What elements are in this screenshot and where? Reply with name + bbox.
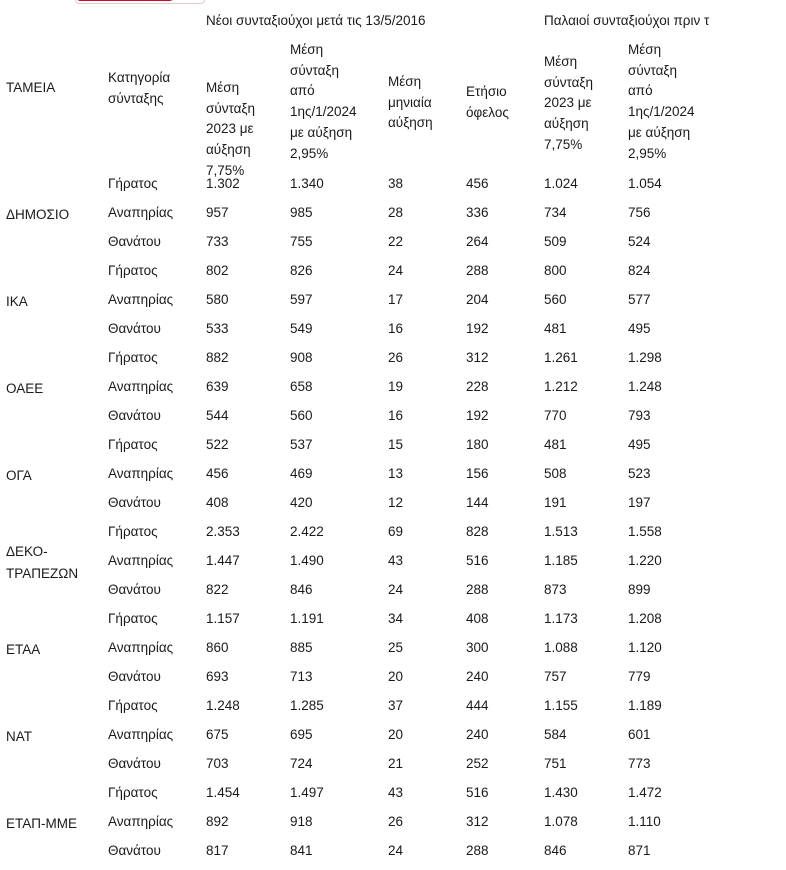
table-row [0, 551, 786, 580]
cell-ben: 312 [466, 814, 489, 829]
cell-n23: 802 [206, 263, 229, 278]
cell-ben: 288 [466, 582, 489, 597]
fund-name-line: ΟΓΑ [6, 467, 32, 483]
col-header-category [108, 68, 170, 109]
cell-cat: Γήρατος [108, 785, 158, 800]
cell-o24: 779 [628, 669, 651, 684]
cell-o24: 524 [628, 234, 651, 249]
cell-n24: 2.422 [290, 524, 324, 539]
cell-inc: 43 [388, 553, 404, 568]
cell-inc: 15 [388, 437, 404, 452]
cell-o24: 577 [628, 292, 651, 307]
cell-o23: 1.261 [544, 350, 578, 365]
col-header-line: Μέση [206, 80, 240, 95]
cell-o24: 601 [628, 727, 651, 742]
cell-o23: 1.078 [544, 814, 578, 829]
table-row [0, 464, 786, 493]
cell-n24: 1.497 [290, 785, 324, 800]
cell-o23: 191 [544, 495, 567, 510]
cell-n23: 533 [206, 321, 229, 336]
col-header-fund: ΤΑΜΕΙΑ [6, 80, 56, 95]
cell-inc: 38 [388, 176, 404, 191]
cell-o24: 1.054 [628, 176, 662, 191]
cell-o24: 1.110 [628, 814, 661, 829]
cell-n24: 597 [290, 292, 313, 307]
cell-inc: 13 [388, 466, 404, 481]
fund-name-line: ΤΡΑΠΕΖΩΝ [6, 565, 79, 581]
cell-inc: 22 [388, 234, 404, 249]
col-header-line: με αύξηση [628, 124, 691, 140]
cell-o23: 1.024 [544, 176, 578, 191]
cell-cat: Γήρατος [108, 698, 158, 713]
cell-inc: 25 [388, 640, 404, 655]
cell-o23: 1.212 [544, 379, 578, 394]
cell-inc: 37 [388, 698, 404, 713]
col-header-annual-benefit [466, 82, 509, 123]
cell-cat: Θανάτου [108, 756, 161, 771]
cell-n24: 908 [290, 350, 313, 365]
cell-n24: 841 [290, 843, 313, 858]
cell-o24: 899 [628, 582, 651, 597]
cell-cat: Θανάτου [108, 234, 161, 249]
cell-ben: 240 [466, 727, 489, 742]
cell-inc: 28 [388, 205, 404, 220]
col-header-monthly-increase [388, 72, 433, 134]
cell-o24: 1.558 [628, 524, 662, 539]
cell-o24: 1.189 [628, 698, 662, 713]
cell-o24: 793 [628, 408, 651, 423]
cell-o23: 734 [544, 205, 567, 220]
cell-n24: 826 [290, 263, 313, 278]
table-row [0, 174, 786, 203]
cell-o23: 1.088 [544, 640, 578, 655]
cell-cat: Θανάτου [108, 495, 161, 510]
col-header-line: αύξηση [544, 116, 589, 132]
cell-n24: 537 [290, 437, 313, 452]
cell-n24: 1.191 [290, 611, 324, 626]
table-row [0, 667, 786, 696]
cell-ben: 204 [466, 292, 489, 307]
table-row [0, 725, 786, 754]
cell-n23: 957 [206, 205, 229, 220]
table-row [0, 232, 786, 261]
col-header-line: Ετήσιο [466, 84, 507, 99]
cell-cat: Αναπηρίας [108, 814, 174, 829]
cell-cat: Αναπηρίας [108, 379, 174, 394]
col-header-line: σύνταξη [206, 100, 255, 116]
col-header-line: Μέση [388, 74, 422, 89]
col-header-line: Κατηγορία [108, 70, 171, 85]
cell-n24: 1.490 [290, 553, 324, 568]
col-header-line: 2,95% [628, 145, 667, 161]
cell-n24: 713 [290, 669, 313, 684]
cell-cat: Θανάτου [108, 321, 161, 336]
cell-o24: 1.220 [628, 553, 662, 568]
table-row [0, 406, 786, 435]
cell-cat: Αναπηρίας [108, 292, 174, 307]
cell-inc: 26 [388, 814, 404, 829]
cell-ben: 252 [466, 756, 489, 771]
cell-n23: 580 [206, 292, 229, 307]
cell-n24: 885 [290, 640, 313, 655]
col-header-line: 2023 με [544, 95, 592, 111]
cell-o23: 846 [544, 843, 567, 858]
top-button-fill [77, 0, 173, 1]
cell-n23: 1.447 [206, 553, 240, 568]
table-row [0, 348, 786, 377]
col-header-line: μηνιαία [388, 94, 432, 110]
table-row [0, 522, 786, 551]
table-row [0, 290, 786, 319]
cell-inc: 17 [388, 292, 404, 307]
cell-ben: 192 [466, 408, 489, 423]
cell-n24: 846 [290, 582, 313, 597]
cell-n24: 420 [290, 495, 313, 510]
col-header-line: αύξηση [388, 115, 433, 131]
cell-o23: 1.185 [544, 553, 578, 568]
cell-o23: 481 [544, 437, 567, 452]
table-row [0, 696, 786, 725]
table-row [0, 377, 786, 406]
col-header-line: από [628, 83, 653, 99]
table-row [0, 783, 786, 812]
cell-n24: 560 [290, 408, 313, 423]
cell-o23: 508 [544, 466, 567, 481]
cell-cat: Αναπηρίας [108, 640, 174, 655]
cell-cat: Θανάτου [108, 843, 161, 858]
cell-n24: 695 [290, 727, 313, 742]
cell-o24: 773 [628, 756, 651, 771]
cell-inc: 20 [388, 669, 404, 684]
cell-inc: 24 [388, 582, 404, 597]
cell-inc: 26 [388, 350, 404, 365]
cell-inc: 16 [388, 408, 404, 423]
cell-n23: 522 [206, 437, 229, 452]
cell-o23: 770 [544, 408, 567, 423]
cell-n23: 882 [206, 350, 229, 365]
cell-ben: 156 [466, 466, 489, 481]
col-header-line: σύνταξη [544, 74, 593, 90]
cell-ben: 828 [466, 524, 489, 539]
cell-n23: 544 [206, 408, 229, 423]
cell-ben: 300 [466, 640, 489, 655]
cell-n24: 918 [290, 814, 313, 829]
group-header-new: Νέοι συνταξιούχοι μετά τις 13/5/2016 [206, 13, 426, 28]
cell-ben: 444 [466, 698, 489, 713]
cell-n23: 408 [206, 495, 229, 510]
cell-o23: 560 [544, 292, 567, 307]
table-row [0, 319, 786, 348]
cell-n24: 469 [290, 466, 313, 481]
cell-n24: 658 [290, 379, 313, 394]
cell-n23: 675 [206, 727, 229, 742]
cell-n23: 1.157 [206, 611, 240, 626]
cell-n23: 2.353 [206, 524, 240, 539]
cell-ben: 408 [466, 611, 489, 626]
cell-cat: Αναπηρίας [108, 205, 174, 220]
fund-name-line: ΝΑΤ [6, 728, 32, 744]
cell-o23: 1.173 [544, 611, 578, 626]
cell-ben: 516 [466, 553, 489, 568]
col-header-old-2024 [628, 40, 695, 164]
cell-n24: 549 [290, 321, 313, 336]
col-header-line: με αύξηση [290, 124, 353, 140]
table-row [0, 841, 786, 870]
cell-cat: Γήρατος [108, 437, 158, 452]
table-row [0, 493, 786, 522]
cell-o23: 1.513 [544, 524, 578, 539]
cell-ben: 264 [466, 234, 489, 249]
cell-o24: 1.298 [628, 350, 662, 365]
cell-cat: Γήρατος [108, 611, 158, 626]
col-header-line: 1ης/1/2024 [628, 104, 695, 120]
fund-name-line: ΟΑΕΕ [6, 380, 44, 396]
cell-o24: 824 [628, 263, 651, 278]
cell-cat: Γήρατος [108, 350, 158, 365]
col-header-new-2024 [290, 40, 357, 164]
cell-inc: 34 [388, 611, 404, 626]
fund-name-line: ΕΤΑΑ [6, 641, 41, 657]
cell-inc: 20 [388, 727, 404, 742]
cell-o24: 1.248 [628, 379, 662, 394]
cell-ben: 192 [466, 321, 489, 336]
table-row [0, 203, 786, 232]
cell-o23: 751 [544, 756, 567, 771]
col-header-new-2023 [206, 78, 255, 182]
cell-n23: 703 [206, 756, 229, 771]
cell-o23: 481 [544, 321, 567, 336]
cell-n23: 817 [206, 843, 229, 858]
table-row [0, 609, 786, 638]
cell-o23: 800 [544, 263, 567, 278]
cell-o24: 1.472 [628, 785, 662, 800]
cell-n24: 1.285 [290, 698, 324, 713]
cell-o23: 873 [544, 582, 567, 597]
cell-o24: 495 [628, 321, 651, 336]
cell-o24: 523 [628, 466, 651, 481]
col-header-line: Μέση [628, 42, 662, 57]
cell-ben: 516 [466, 785, 489, 800]
cell-o23: 1.155 [544, 698, 578, 713]
cell-ben: 144 [466, 495, 489, 510]
table-row [0, 754, 786, 783]
cell-inc: 69 [388, 524, 404, 539]
col-header-line: 2023 με [206, 121, 254, 137]
cell-ben: 180 [466, 437, 489, 452]
col-header-old-2023 [544, 52, 593, 156]
cell-n24: 755 [290, 234, 313, 249]
cell-cat: Θανάτου [108, 582, 161, 597]
cell-n23: 456 [206, 466, 229, 481]
col-header-line: Μέση [290, 42, 324, 57]
col-header-line: σύνταξη [290, 62, 339, 78]
col-header-line: όφελος [466, 104, 509, 120]
fund-name-line: ΙΚΑ [6, 293, 28, 309]
table-row [0, 261, 786, 290]
cell-ben: 288 [466, 263, 489, 278]
cell-ben: 456 [466, 176, 489, 191]
cell-cat: Θανάτου [108, 408, 161, 423]
col-header-line: σύνταξης [108, 90, 164, 106]
cell-o24: 197 [628, 495, 651, 510]
cell-ben: 228 [466, 379, 489, 394]
top-button-partial[interactable] [75, 0, 205, 4]
cell-n24: 985 [290, 205, 313, 220]
cell-o23: 757 [544, 669, 567, 684]
cell-n23: 639 [206, 379, 229, 394]
cell-inc: 16 [388, 321, 404, 336]
cell-cat: Θανάτου [108, 669, 161, 684]
cell-n23: 1.302 [206, 176, 240, 191]
cell-o24: 495 [628, 437, 651, 452]
col-header-line: 1ης/1/2024 [290, 104, 357, 120]
cell-n23: 1.248 [206, 698, 240, 713]
table-row [0, 812, 786, 841]
cell-cat: Γήρατος [108, 524, 158, 539]
cell-inc: 24 [388, 843, 404, 858]
cell-cat: Αναπηρίας [108, 727, 174, 742]
cell-n24: 724 [290, 756, 313, 771]
cell-cat: Αναπηρίας [108, 553, 174, 568]
cell-o23: 509 [544, 234, 567, 249]
cell-inc: 12 [388, 495, 404, 510]
col-header-line: 7,75% [544, 136, 583, 152]
cell-o23: 1.430 [544, 785, 578, 800]
col-header-line: Μέση [544, 54, 578, 69]
fund-name-line: ΔΗΜΟΣΙΟ [6, 206, 70, 222]
cell-ben: 240 [466, 669, 489, 684]
col-header-line: σύνταξη [628, 62, 677, 78]
cell-n23: 733 [206, 234, 229, 249]
cell-inc: 24 [388, 263, 404, 278]
cell-cat: Γήρατος [108, 176, 158, 191]
fund-name-line: ΕΤΑΠ-ΜΜΕ [6, 815, 77, 831]
cell-cat: Αναπηρίας [108, 466, 174, 481]
cell-n23: 822 [206, 582, 229, 597]
cell-n23: 1.454 [206, 785, 240, 800]
fund-name-line: ΔΕΚΟ- [6, 543, 48, 559]
cell-o24: 1.208 [628, 611, 662, 626]
cell-n23: 693 [206, 669, 229, 684]
table-row [0, 638, 786, 667]
cell-ben: 288 [466, 843, 489, 858]
cell-o24: 871 [628, 843, 651, 858]
cell-n24: 1.340 [290, 176, 324, 191]
cell-ben: 312 [466, 350, 489, 365]
col-header-line: 7,75% [206, 162, 245, 178]
cell-inc: 19 [388, 379, 404, 394]
cell-n23: 860 [206, 640, 229, 655]
cell-n23: 892 [206, 814, 229, 829]
cell-inc: 21 [388, 756, 404, 771]
col-header-line: 2,95% [290, 145, 329, 161]
col-header-line: αύξηση [206, 142, 251, 158]
cell-ben: 336 [466, 205, 489, 220]
cell-o23: 584 [544, 727, 567, 742]
cell-cat: Γήρατος [108, 263, 158, 278]
group-header-old: Παλαιοί συνταξιούχοι πριν τ [544, 13, 710, 28]
cell-inc: 43 [388, 785, 404, 800]
table-row [0, 435, 786, 464]
col-header-line: από [290, 83, 315, 99]
table-row [0, 580, 786, 609]
cell-o24: 756 [628, 205, 651, 220]
cell-o24: 1.120 [628, 640, 662, 655]
